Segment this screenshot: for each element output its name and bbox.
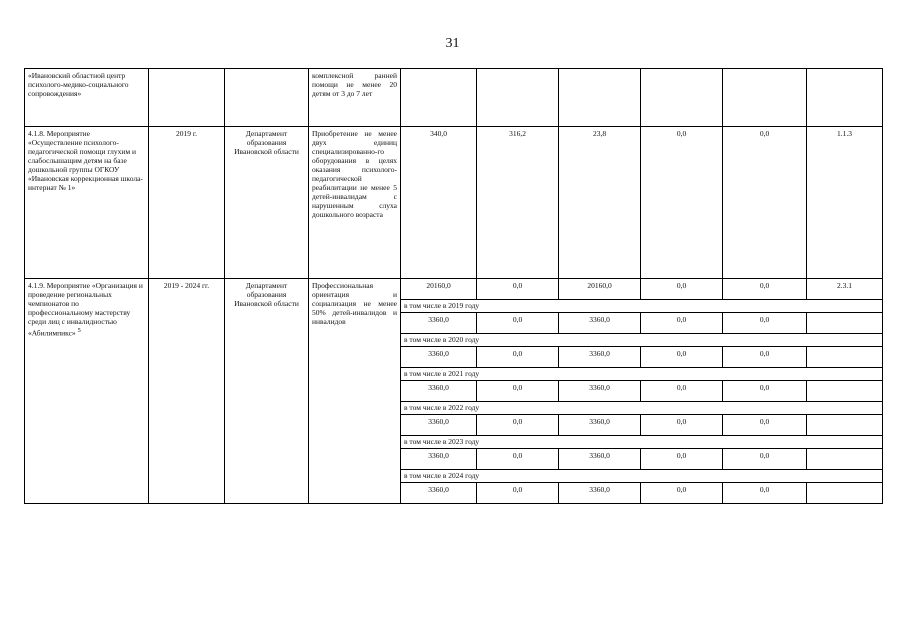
value-cell: 3360,0 bbox=[559, 313, 641, 334]
period-cell: 2019 г. bbox=[149, 127, 225, 279]
value-cell: 23,8 bbox=[559, 127, 641, 279]
value-cell: 20160,0 bbox=[401, 279, 477, 300]
result-cell: комплексной ранней помощи не менее 20 детям от 3 до 7 лет bbox=[309, 69, 401, 127]
value-cell: 3360,0 bbox=[559, 449, 641, 470]
value-cell: 3360,0 bbox=[401, 483, 477, 504]
table-row bbox=[25, 279, 883, 300]
executor-cell: Департамент образования Ивановской области bbox=[225, 279, 309, 504]
value-cell: 0,0 bbox=[477, 415, 559, 436]
value-cell: 0,0 bbox=[723, 449, 807, 470]
executor-cell bbox=[225, 69, 309, 127]
indicator-cell: 1.1.3 bbox=[807, 127, 883, 279]
value-cell: 3360,0 bbox=[401, 415, 477, 436]
footnote-mark: 5 bbox=[77, 327, 81, 334]
value-cell: 0,0 bbox=[723, 127, 807, 279]
value-cell: 20160,0 bbox=[559, 279, 641, 300]
value-cell: 3360,0 bbox=[401, 381, 477, 402]
page-number: 31 bbox=[445, 36, 460, 51]
value-cell: 0,0 bbox=[723, 415, 807, 436]
period-cell: 2019 - 2024 гг. bbox=[149, 279, 225, 504]
value-cell: 340,0 bbox=[401, 127, 477, 279]
value-cell: 0,0 bbox=[477, 347, 559, 368]
value-cell: 3360,0 bbox=[401, 347, 477, 368]
value-cell: 0,0 bbox=[723, 347, 807, 368]
value-cell: 3360,0 bbox=[401, 313, 477, 334]
value-cell: 0,0 bbox=[723, 313, 807, 334]
indicator-cell: 2.3.1 bbox=[807, 279, 883, 300]
value-cell: 0,0 bbox=[723, 381, 807, 402]
value-cell: 0,0 bbox=[641, 313, 723, 334]
measures-table bbox=[24, 68, 883, 504]
value-cell: 0,0 bbox=[641, 127, 723, 279]
period-cell bbox=[149, 69, 225, 127]
year-label: в том числе в 2020 году bbox=[401, 334, 883, 347]
measure-name: 4.1.8. Мероприятие «Осуществление психолого-педагогической помощи глухим и слабослышащим детям на базе дошкольной группы ОГКОУ «Ивановская коррекционная школа-интернат № 1» bbox=[25, 127, 149, 279]
value-cell: 0,0 bbox=[477, 449, 559, 470]
measure-name: «Ивановский областной центр психолого-медико-социального сопровождения» bbox=[25, 69, 149, 127]
table-row bbox=[25, 69, 883, 127]
result-cell: Профессиональная ориентация и социализация не менее 50% детей-инвалидов и инвалидов bbox=[309, 279, 401, 504]
value-cell: 3360,0 bbox=[559, 347, 641, 368]
value-cell: 3360,0 bbox=[559, 483, 641, 504]
value-cell: 3360,0 bbox=[559, 381, 641, 402]
year-label: в том числе в 2019 году bbox=[401, 300, 883, 313]
value-cell: 0,0 bbox=[477, 313, 559, 334]
value-cell: 0,0 bbox=[641, 279, 723, 300]
table-row bbox=[25, 127, 883, 279]
value-cell: 0,0 bbox=[641, 415, 723, 436]
value-cell: 0,0 bbox=[641, 381, 723, 402]
value-cell: 0,0 bbox=[477, 279, 559, 300]
value-cell: 0,0 bbox=[723, 483, 807, 504]
value-cell: 0,0 bbox=[477, 483, 559, 504]
year-label: в том числе в 2023 году bbox=[401, 436, 883, 449]
value-cell: 0,0 bbox=[477, 381, 559, 402]
measure-name: 4.1.9. Мероприятие «Организация и проведение региональных чемпионатов по профессиональному мастерству среди лиц с инвалидностью «Абилимпикс» $^5$ bbox=[25, 279, 149, 504]
value-cell: 3360,0 bbox=[559, 415, 641, 436]
value-cell: 0,0 bbox=[641, 347, 723, 368]
value-cell: 316,2 bbox=[477, 127, 559, 279]
year-label: в том числе в 2021 году bbox=[401, 368, 883, 381]
value-cell: 0,0 bbox=[641, 449, 723, 470]
value-cell: 0,0 bbox=[723, 279, 807, 300]
year-label: в том числе в 2022 году bbox=[401, 402, 883, 415]
value-cell: 0,0 bbox=[641, 483, 723, 504]
value-cell: 3360,0 bbox=[401, 449, 477, 470]
executor-cell: Департамент образования Ивановской области bbox=[225, 127, 309, 279]
year-label: в том числе в 2024 году bbox=[401, 470, 883, 483]
result-cell: Приобретение не менее двух единиц специализированно-го оборудования в целях оказания психолого-педагогической реабилитации не менее 5 детей-инвалидам с нарушенным слуха дошкольного возраста bbox=[309, 127, 401, 279]
